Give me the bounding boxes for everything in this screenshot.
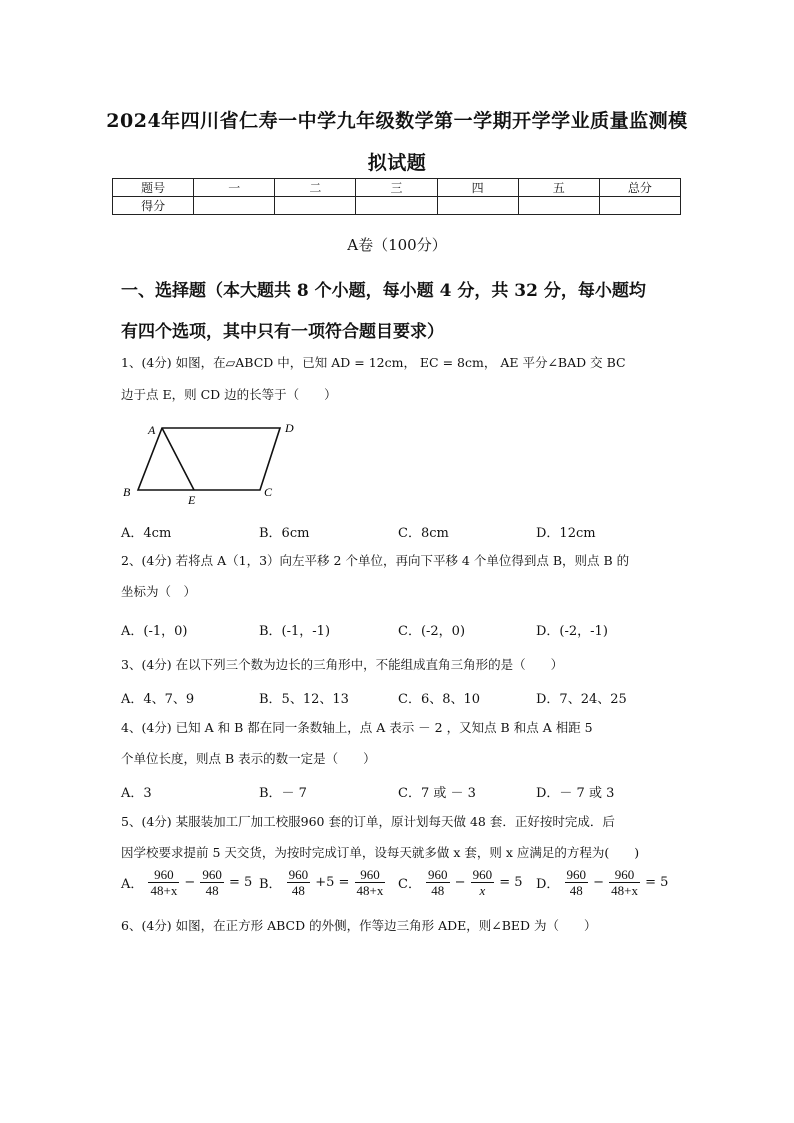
fraction	[148, 867, 179, 898]
score-table-cell: 三	[356, 179, 437, 197]
paper-part-heading: A卷（100分）	[347, 236, 447, 254]
denominator: 48	[291, 883, 305, 898]
score-table-cell: 题号	[113, 179, 194, 197]
denominator: 48	[569, 883, 583, 898]
equation-rhs: = 5	[499, 875, 523, 890]
option-label: A．	[121, 877, 144, 892]
q5-option-c[interactable]	[398, 867, 523, 898]
score-table-cell: 五	[518, 179, 599, 197]
score-blank-cell[interactable]	[599, 197, 680, 215]
equation-rhs: = 5	[645, 875, 669, 890]
q5-option-a[interactable]	[121, 867, 252, 898]
fraction	[200, 867, 224, 898]
fraction	[426, 867, 450, 898]
q3-text-line1: 3、(4分) 在以下列三个数为边长的三角形中，不能组成直角三角形的是（ ）	[121, 657, 564, 672]
q5-text-line2: 因学校要求提前 5 天交货，为按时完成订单，设每天就多做 x 套，则 x 应满足的方程为( )	[121, 845, 640, 860]
operator: −	[184, 875, 196, 890]
numerator: 960	[428, 867, 448, 882]
fraction	[471, 867, 495, 898]
equation-rhs: = 5	[229, 875, 253, 890]
numerator: 960	[355, 867, 386, 883]
q1-option-a[interactable]: A．4cm	[121, 526, 172, 541]
q4-text-line1: 4、(4分) 已知 A 和 B 都在同一条数轴上，点 A 表示 － 2 ，又知点 B 和点 A 相距 5	[121, 720, 593, 735]
fraction	[287, 867, 311, 898]
page-title-line1: 2024年四川省仁寿一中学九年级数学第一学期开学学业质量监测模	[106, 110, 688, 132]
q4-option-c[interactable]: C．7 或 － 3	[398, 786, 476, 801]
q3-option-c[interactable]: C．6、8、10	[398, 692, 481, 707]
numerator: 960	[288, 867, 309, 882]
fraction	[355, 867, 386, 898]
parallelogram-abcd	[138, 428, 280, 490]
q1-option-d[interactable]: D．12cm	[536, 526, 596, 541]
label-b: B	[123, 485, 131, 499]
q1-option-c[interactable]: C．8cm	[398, 526, 449, 541]
numerator: 960	[472, 867, 493, 882]
score-blank-cell[interactable]	[437, 197, 518, 215]
q4-option-d[interactable]: D．－ 7 或 3	[536, 786, 615, 801]
score-blank-cell[interactable]	[194, 197, 275, 215]
q2-text-line2: 坐标为（ ）	[121, 584, 197, 599]
score-table-header-row	[113, 179, 681, 197]
score-table-cell: 一	[194, 179, 275, 197]
segment-ae	[162, 428, 194, 490]
denominator: 48	[431, 883, 445, 898]
denominator: x	[479, 883, 486, 898]
score-table-cell: 二	[275, 179, 356, 197]
parallelogram-figure	[118, 416, 308, 508]
label-c: C	[264, 485, 273, 499]
numerator: 960	[202, 867, 222, 882]
option-label: C．	[398, 877, 421, 892]
q2-option-d[interactable]: D．(-2，-1)	[536, 624, 608, 639]
q1-option-b[interactable]: B．6cm	[259, 526, 310, 541]
numerator: 960	[566, 867, 587, 882]
score-blank-cell[interactable]	[518, 197, 599, 215]
denominator: 48+x	[150, 883, 178, 898]
q6-text-line1: 6、(4分) 如图，在正方形 ABCD 的外侧，作等边三角形 ADE，则∠BED 为（ ）	[121, 918, 597, 933]
label-a: A	[148, 423, 156, 437]
q1-text-line1: 1、(4分) 如图，在▱ABCD 中，已知 AD = 12cm， EC = 8cm， AE 平分∠BAD 交 BC	[121, 355, 626, 370]
section-heading-line1: 一、选择题（本大题共 8 个小题，每小题 4 分，共 32 分，每小题均	[121, 281, 646, 301]
section-heading-line2: 有四个选项，其中只有一项符合题目要求）	[121, 322, 444, 342]
q4-option-a[interactable]: A．3	[121, 786, 152, 801]
score-table-score-row	[113, 197, 681, 215]
numerator: 960	[148, 867, 179, 883]
score-table-cell: 四	[437, 179, 518, 197]
q3-option-b[interactable]: B．5、12、13	[259, 692, 349, 707]
q2-text-line1: 2、(4分) 若将点 A（1，3）向左平移 2 个单位，再向下平移 4 个单位得到点 B，则点 B 的	[121, 553, 630, 568]
q1-text-line2: 边于点 E，则 CD 边的长等于（ ）	[121, 387, 337, 402]
fraction	[609, 867, 640, 898]
operator: +5 =	[315, 875, 350, 890]
denominator: 48+x	[611, 883, 638, 898]
score-blank-cell[interactable]	[275, 197, 356, 215]
numerator: 960	[609, 867, 640, 883]
page-title-line2: 拟试题	[367, 152, 427, 174]
label-e: E	[188, 493, 196, 507]
option-label: D．	[536, 877, 560, 892]
score-table-row-label: 得分	[113, 197, 194, 215]
q5-option-b[interactable]	[259, 867, 385, 898]
score-blank-cell[interactable]	[356, 197, 437, 215]
q2-option-b[interactable]: B．(-1，-1)	[259, 624, 331, 639]
q3-option-a[interactable]: A．4、7、9	[121, 692, 195, 707]
q5-option-d[interactable]	[536, 867, 668, 898]
q4-option-b[interactable]: B．－ 7	[259, 786, 307, 801]
score-table	[112, 178, 681, 215]
label-d: D	[285, 421, 294, 435]
denominator: 48+x	[356, 883, 384, 898]
q2-option-a[interactable]: A．(-1，0)	[121, 624, 188, 639]
option-label: B．	[259, 877, 282, 892]
q5-text-line1: 5、(4分) 某服装加工厂加工校服960 套的订单，原计划每天做 48 套．正好按时完成．后	[121, 814, 615, 829]
denominator: 48	[205, 883, 219, 898]
q4-text-line2: 个单位长度，则点 B 表示的数一定是（ ）	[121, 751, 376, 766]
q3-option-d[interactable]: D．7、24、25	[536, 692, 627, 707]
q2-option-c[interactable]: C．(-2，0)	[398, 624, 466, 639]
operator: −	[593, 875, 605, 890]
score-table-cell: 总分	[599, 179, 680, 197]
operator: −	[454, 875, 466, 890]
fraction	[565, 867, 589, 898]
